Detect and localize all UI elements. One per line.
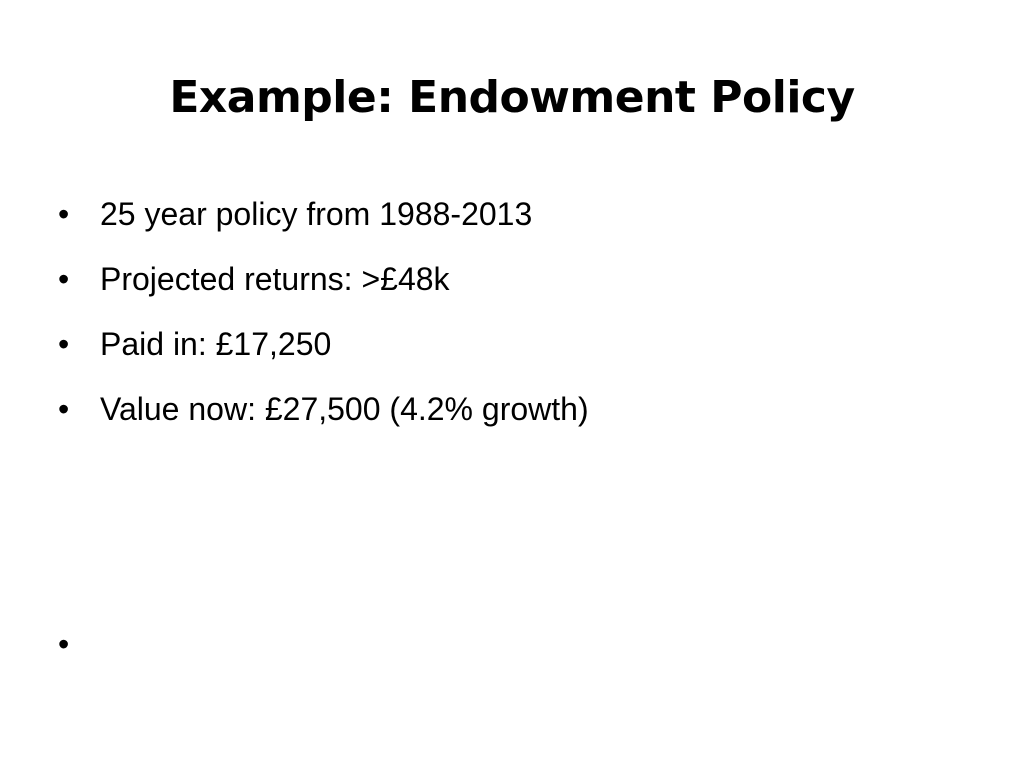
bullet-dot-icon: • bbox=[58, 326, 70, 362]
bullet-item bbox=[58, 251, 978, 316]
bullet-item bbox=[58, 316, 978, 381]
empty-bullet-dot-icon: • bbox=[58, 626, 70, 662]
bullet-list bbox=[58, 186, 978, 446]
bullet-text: Paid in: £17,250 bbox=[100, 326, 332, 362]
bullet-text: Projected returns: >£48k bbox=[100, 261, 450, 297]
slide-title: Example: Endowment Policy bbox=[169, 72, 855, 123]
bullet-item bbox=[58, 381, 978, 446]
bullet-dot-icon: • bbox=[58, 261, 70, 297]
bullet-item bbox=[58, 186, 978, 251]
bullet-text: 25 year policy from 1988-2013 bbox=[100, 196, 533, 232]
bullet-dot-icon: • bbox=[58, 196, 70, 232]
bullet-dot-icon: • bbox=[58, 391, 70, 427]
bullet-text: Value now: £27,500 (4.2% growth) bbox=[100, 391, 589, 427]
